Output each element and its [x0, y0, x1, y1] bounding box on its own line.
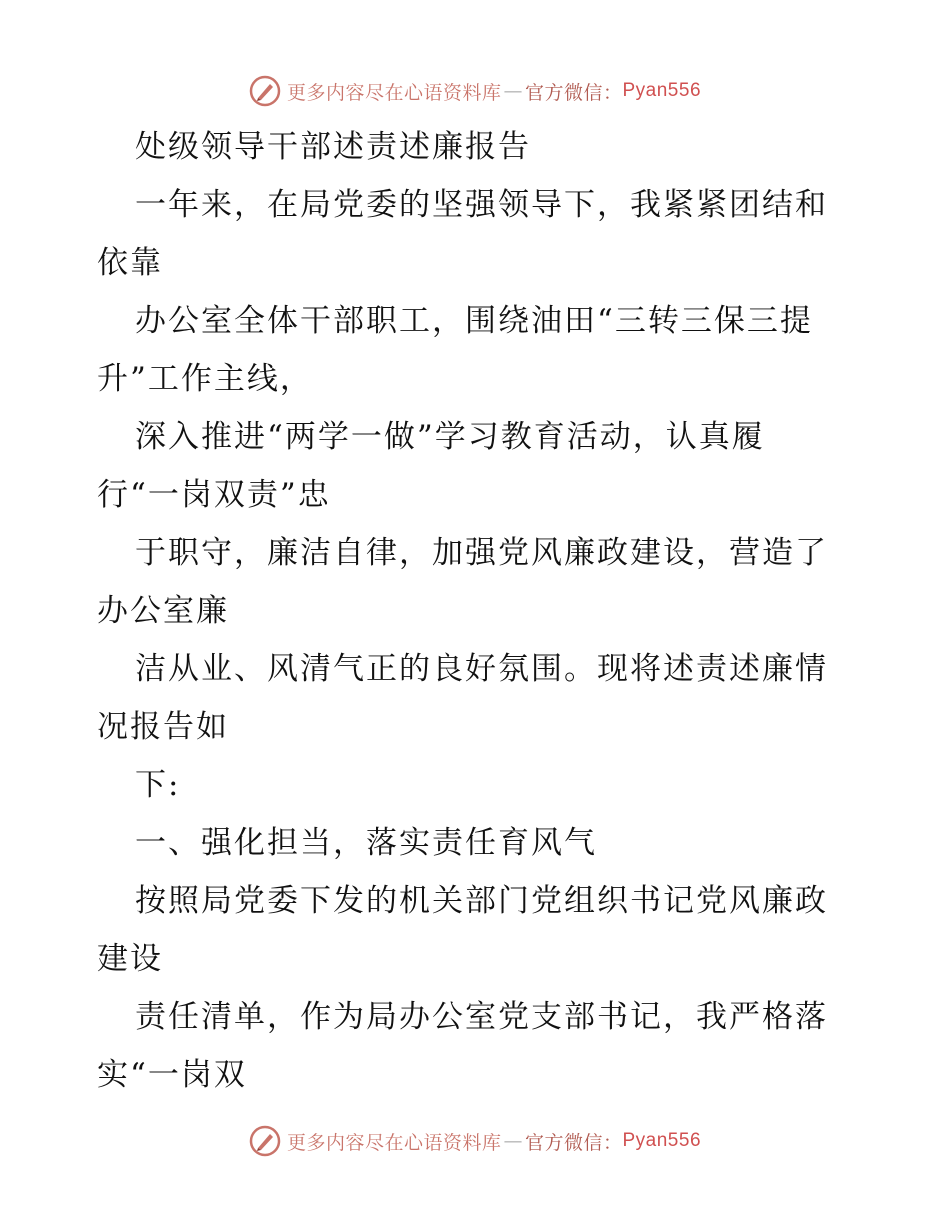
paragraph-line: 办公室全体干部职工，围绕油田“三转三保三提 — [135, 303, 813, 339]
paragraph-line: 于职守，廉洁自律，加强党风廉政建设，营造了 — [135, 535, 828, 571]
paragraph-line: 深入推进“两学一做”学习教育活动，认真履 — [135, 419, 765, 455]
paragraph-line: 升”工作主线， — [97, 361, 313, 397]
pen-logo-icon — [249, 75, 281, 107]
watermark-wechat-label: 官方微信： — [524, 1131, 623, 1154]
document-body — [97, 118, 857, 1104]
watermark-header — [0, 71, 950, 111]
paragraph-line: 责任清单，作为局办公室党支部书记，我严格落 — [135, 999, 828, 1035]
watermark-wechat-label: 官方微信： — [524, 81, 623, 104]
paragraph-line: 按照局党委下发的机关部门党组织书记党风廉政 — [135, 883, 828, 919]
pen-logo-icon — [249, 1125, 281, 1157]
watermark-footer — [0, 1121, 950, 1161]
paragraph-line: 一年来，在局党委的坚强领导下，我紧紧团结和 — [135, 187, 828, 223]
paragraph-line: 况报告如 — [97, 709, 229, 745]
watermark-wechat-id: Pyan556 — [622, 80, 702, 101]
watermark-main-text: 更多内容尽在心语资料库 — [286, 81, 502, 104]
paragraph-line: 洁从业、风清气正的良好氛围。现将述责述廉情 — [135, 651, 828, 687]
watermark-separator: — — [503, 80, 523, 102]
paragraph-line: 下: — [135, 767, 181, 803]
document-title: 处级领导干部述责述廉报告 — [135, 129, 531, 165]
paragraph-line: 建设 — [97, 941, 163, 977]
paragraph-line: 依靠 — [97, 245, 163, 281]
watermark-separator: — — [503, 1130, 523, 1152]
paragraph-line: 行“一岗双责”忠 — [97, 477, 331, 513]
section-heading: 一、强化担当，落实责任育风气 — [135, 825, 597, 861]
watermark-main-text: 更多内容尽在心语资料库 — [286, 1131, 502, 1154]
paragraph-line: 办公室廉 — [97, 593, 229, 629]
watermark-wechat-id: Pyan556 — [622, 1130, 702, 1151]
paragraph-line: 实“一岗双 — [97, 1057, 247, 1093]
